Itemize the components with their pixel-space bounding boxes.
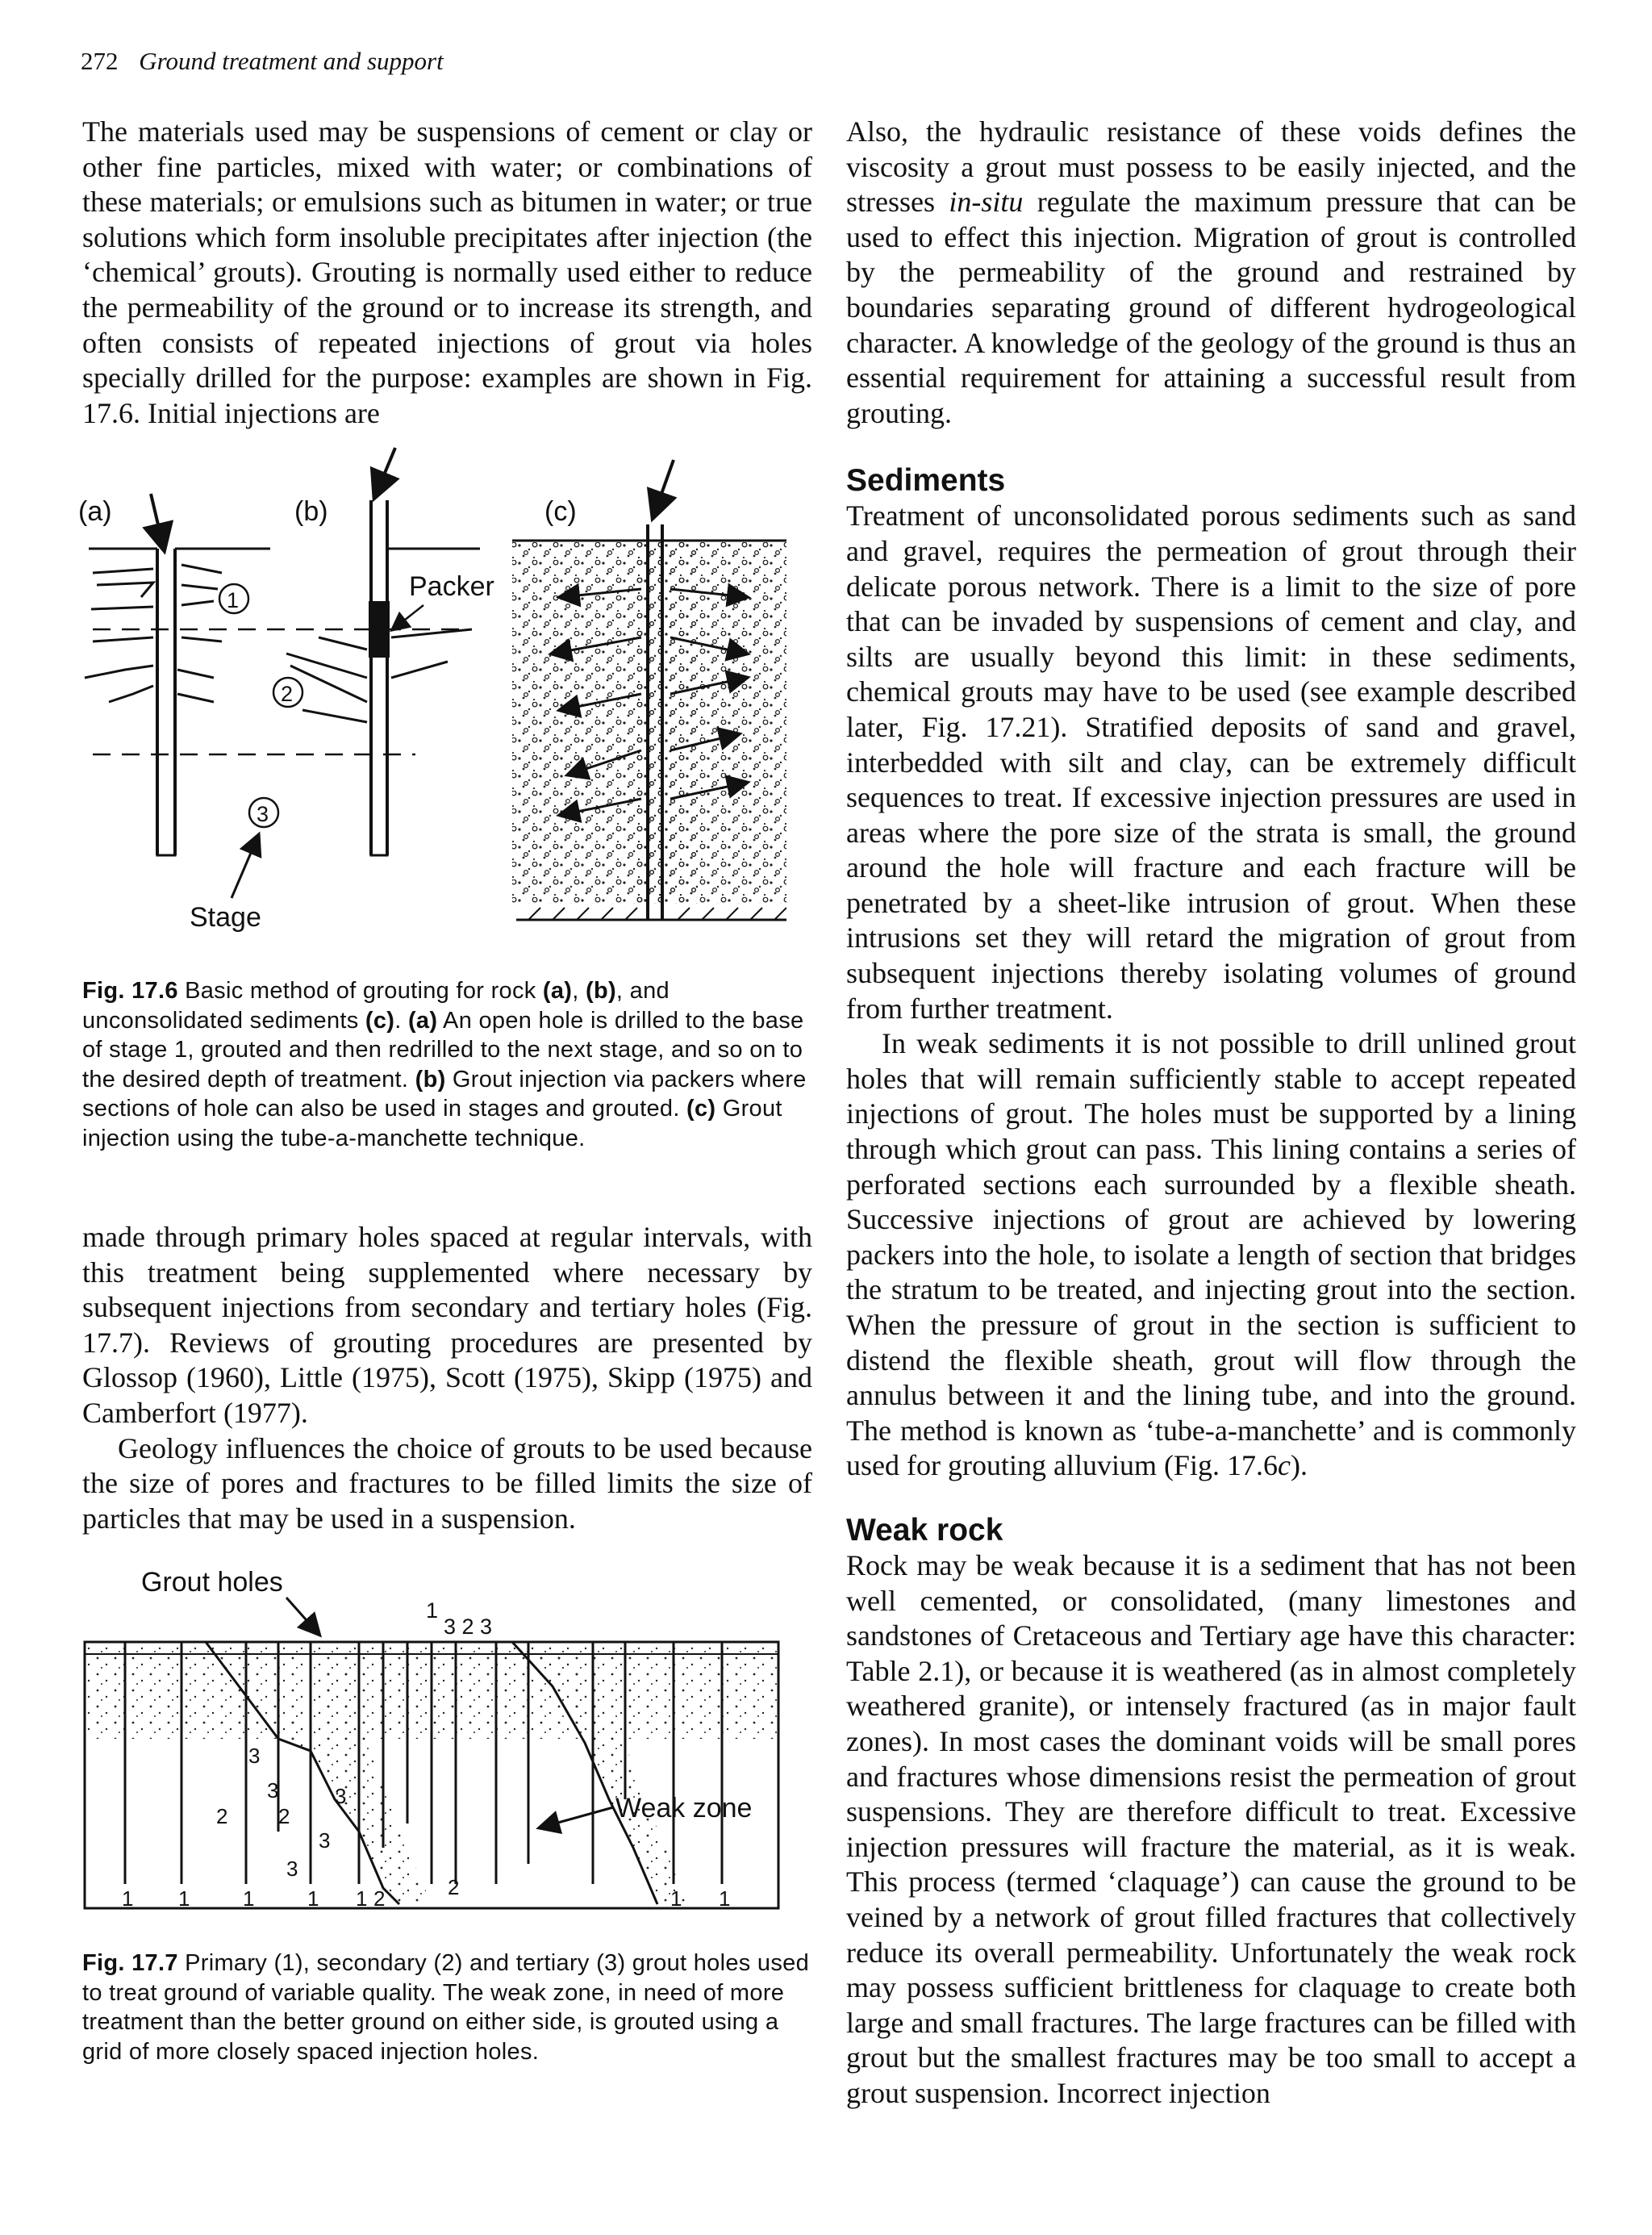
fig7-weak-zone-label: Weak zone	[615, 1793, 753, 1824]
right-para1-rest: regulate the maximum pressure that can be used to effect this injection. Migration of grout is controlled by the permeability of the ground and restrained by boundaries separating ground of different hydrogeological character. A knowledge of the geology of the ground is thus an essential requirement for attaining a successful result from grouting.	[846, 186, 1576, 429]
left-column-middle	[82, 1220, 812, 1536]
figure-17-7	[77, 1557, 786, 1928]
sediments-p2-end: ).	[1290, 1449, 1308, 1482]
running-header	[81, 47, 444, 76]
fig6-stage-2: 2	[281, 682, 294, 706]
sediments-p2-italic: c	[1277, 1449, 1291, 1482]
fig7-top-1: 1	[426, 1598, 439, 1623]
fig7-top-323: 3 2 3	[444, 1615, 493, 1639]
fig7-hole-1: 1	[719, 1886, 731, 1911]
fig6-caption-b: (b)	[585, 978, 616, 1004]
right-para1-italic: in-situ	[949, 186, 1024, 219]
fig7-hole-3: 3	[286, 1857, 298, 1881]
fig7-hole-2: 2	[448, 1875, 460, 1899]
fig6-label-b: (b)	[294, 496, 328, 527]
fig7-caption-text: Primary (1), secondary (2) and tertiary (3) grout holes used to treat ground of variable quality. The weak zone, in need of more treatment than the better ground on either side, is grouted using a grid of more closely spaced injection holes.	[82, 1950, 810, 2065]
fig6-caption-c2: (c)	[686, 1096, 716, 1122]
running-title: Ground treatment and support	[139, 47, 444, 75]
fig6-label-c: (c)	[544, 496, 577, 527]
fig6-caption-c: (c)	[365, 1007, 395, 1034]
fig6-caption-dot: .	[394, 1007, 408, 1034]
fig7-hole-1: 1	[307, 1886, 319, 1911]
fig6-caption-b2: (b)	[415, 1066, 446, 1092]
fig7-caption-label: Fig. 17.7	[82, 1950, 178, 1976]
fig6-caption-mid: , and unconsolidated sediments	[82, 978, 670, 1034]
fig7-hole-2: 2	[373, 1886, 386, 1911]
fig6-stage-label: Stage	[190, 902, 261, 933]
fig6-stage-3: 3	[257, 802, 269, 826]
fig7-hole-3: 3	[335, 1784, 347, 1808]
fig6-stage-1: 1	[227, 588, 240, 612]
fig7-hole-1: 1	[670, 1886, 682, 1911]
right-column	[846, 115, 1576, 2111]
body-paragraph: Rock may be weak because it is a sediment that has not been well cemented, or consolidated, (many limestones and sandstones of Cretaceous and Tertiary age have this character: Table 2.1), or because it is weathered (as in almost completely weathered granite), or intensely fractured (as in major fault zones). In most cases the dominant voids will be small pores and fractures whose dimensions resist the permeation of grout suspensions. They are therefore difficult to treat. Excessive injection pressures will fracture the material, as it is weak. This process (termed ‘claquage’) can cause the ground to be veined by a network of grout filled fractures that collectively reduce its overall permeability. Unfortunately the weak rock may possess sufficient brittleness for claquage to create both large and small fractures. The large fractures can be filled with grout but the smallest fractures may be too small to accept a grout suspension. Incorrect injection	[846, 1548, 1576, 2109]
fig7-hole-2: 2	[278, 1804, 290, 1828]
fig6-caption-comma: ,	[572, 978, 586, 1004]
body-paragraph: Treatment of unconsolidated porous sediments such as sand and gravel, requires the permeation of grout through their delicate porous network. There is a limit to the size of pore that can be invaded by suspensions of cement and clay, and silts are usually beyond this limit: in these sediments, chemical grouts may have to be used (see example described later, Fig. 17.21). Stratified deposits of sand and gravel, interbedded with silt and clay, can be extremely difficult sequences to treat. If excessive injection pressures are used in areas where the pore size of the strata is small, the ground around the hole will fracture and each fracture will be penetrated by a sheet-like intrusion of grout. When these intrusions set they will retard the migration of grout from subsequent injections thereby isolating volumes of ground from further treatment.	[846, 499, 1576, 1025]
fig7-caption	[82, 1949, 812, 2066]
fig6-label-a: (a)	[78, 496, 112, 527]
fig6-caption-label: Fig. 17.6	[82, 978, 178, 1004]
fig7-hole-2: 2	[216, 1804, 228, 1828]
fig6-caption-a: (a)	[542, 978, 573, 1004]
fig7-hole-3: 3	[267, 1778, 279, 1803]
body-paragraph	[846, 1026, 1576, 1484]
figure-17-6	[77, 436, 786, 952]
fig7-hole-1: 1	[122, 1886, 134, 1911]
body-paragraph: made through primary holes spaced at regular intervals, with this treatment being supplemented where necessary by subsequent injections from secondary and tertiary holes (Fig. 17.7). Reviews of grouting procedures are presented by Glossop (1960), Little (1975), Scott (1975), Skipp (1975) and Camberfort (1977).	[82, 1221, 812, 1429]
fig7-hole-3: 3	[248, 1744, 261, 1768]
left-column-top	[82, 115, 812, 431]
fig6-caption	[82, 976, 812, 1153]
section-heading-weak-rock: Weak rock	[846, 1512, 1003, 1548]
sediments-p2-text: In weak sediments it is not possible to drill unlined grout holes that will remain sufficiently stable to accept repeated injections of grout. The holes must be supported by a lining through which grout can pass. This lining contains a series of perforated sections each surrounded by a flexible sheath. Successive injections of grout are achieved by lowering packers into the hole, to isolate a length of section that bridges the stratum to be treated, and injecting grout into the section. When the pressure of grout in the section is sufficient to distend the flexible sheath, grout will flow through the annulus between it and the lining tube, and into the ground. The method is known as ‘tube-a-manchette’ and is commonly used for grouting alluvium (Fig. 17.6	[846, 1027, 1576, 1482]
fig7-grout-holes-label: Grout holes	[141, 1567, 283, 1598]
fig7-hole-1: 1	[243, 1886, 255, 1911]
body-paragraph	[846, 115, 1576, 431]
body-paragraph: Geology influences the choice of grouts to be used because the size of pores and fractures to be filled limits the size of particles that may be used in a suspension.	[82, 1431, 812, 1535]
fig7-hole-3: 3	[319, 1828, 331, 1853]
right-para1-start: Also, the hydraulic resistance of these voids defines the viscosity a grout must possess to be easily injected, and the stresses	[846, 115, 1576, 219]
fig6-caption-b-text: Grout injection via packers where sections of hole can also be used in stages and grouted.	[82, 1066, 807, 1122]
fig6-caption-a2: (a)	[407, 1007, 438, 1034]
section-heading-sediments: Sediments	[846, 463, 1006, 499]
fig6-caption-pre: Basic method of grouting for rock	[185, 978, 543, 1004]
body-paragraph: The materials used may be suspensions of cement or clay or other fine particles, mixed with water; or combinations of these materials; or emulsions such as bitumen in water; or true solutions which form insoluble precipitates after injection (the ‘chemical’ grouts). Grouting is normally used either to reduce the permeability of the ground or to increase its strength, and often consists of repeated injections of grout via holes specially drilled for the purpose: examples are shown in Fig. 17.6. Initial injections are	[82, 115, 812, 429]
fig6-caption-a-text: An open hole is drilled to the base of stage 1, grouted and then redrilled to the next stage, and so on to the desired depth of treatment.	[82, 1007, 804, 1092]
fig7-hole-1: 1	[356, 1886, 368, 1911]
fig6-packer-label: Packer	[409, 571, 494, 602]
fig6-caption-c-text: Grout injection using the tube-a-manchette technique.	[82, 1096, 782, 1151]
fig7-hole-1: 1	[178, 1886, 190, 1911]
page-number: 272	[81, 47, 119, 75]
